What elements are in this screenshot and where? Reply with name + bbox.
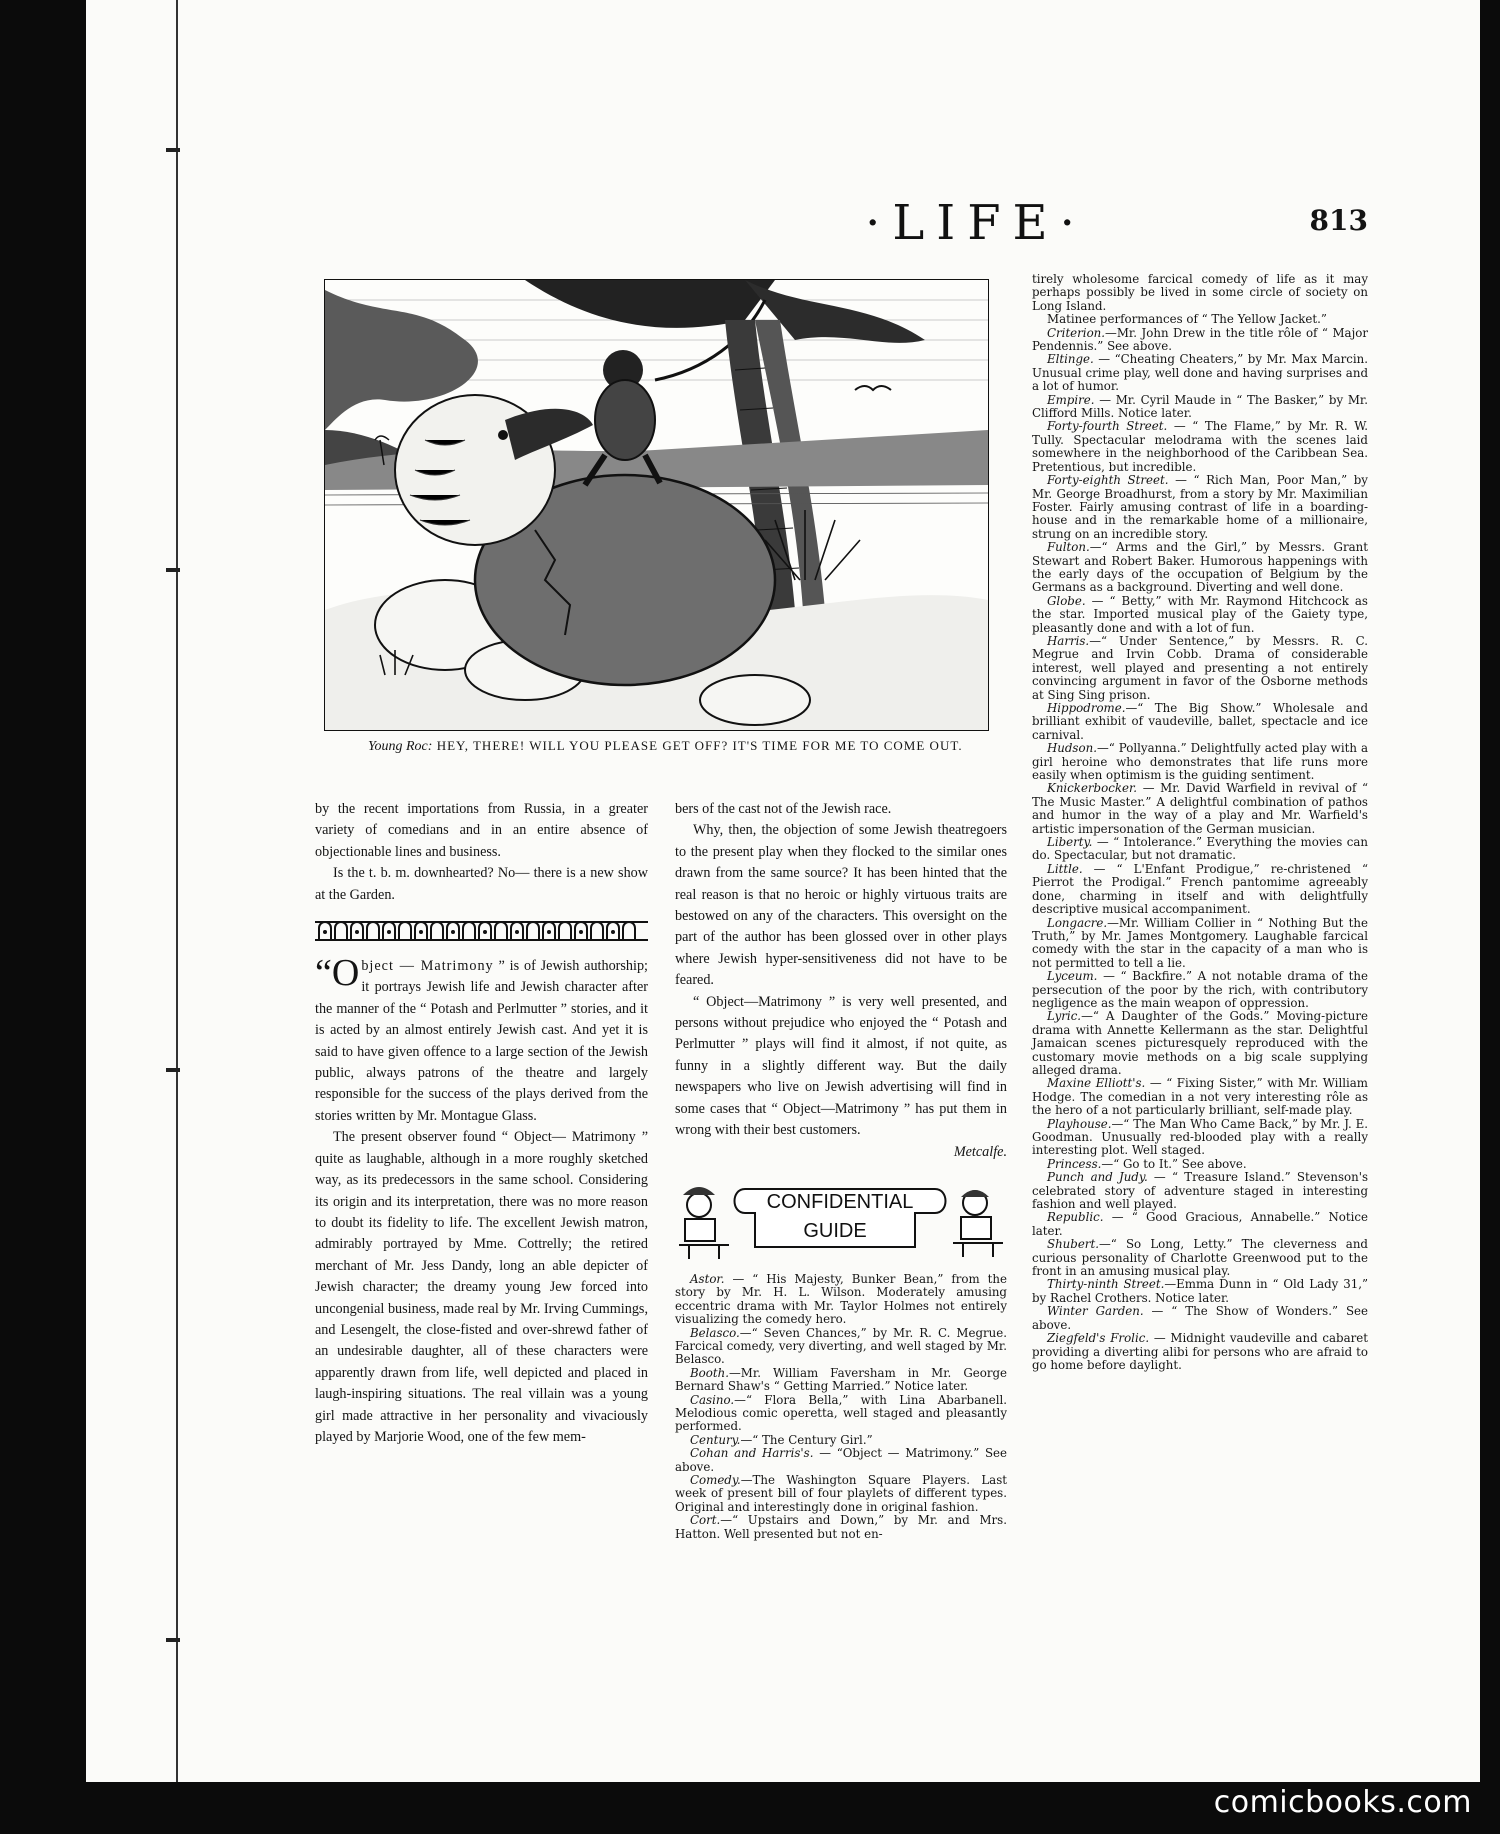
theatre-name: Forty-eighth Street. [1047, 473, 1169, 488]
guide-entry [1032, 635, 1368, 702]
guide-entry [1032, 1118, 1368, 1158]
article-paragraph: The present observer found “ Object— Matrimony ” quite as laughable, although in a more roughly sketched way, as its predecessors in the same school. Considering its origin and its interpretation, there was no more reason to doubt its fidelity to life. The excellent Jewish matron, admirably portrayed by Mme. Cottrelly; the retired merchant of Mr. Jess Dandy, long an able depicter of Jewish character; the dreamy young Jew forced into uncongenial business, made real by Mr. Irving Cummings, and Lesengelt, the close-fisted and over-shrewd father of an undesirable daughter, all of these characters were apparently drawn from life, well depicted and placed in laugh-inspiring situations. The real villain was a young girl made attractive in her personality and vivaciously played by Marjorie Wood, one of the few mem- [315, 1129, 648, 1445]
guide-entry [1032, 1305, 1368, 1332]
theatre-name: Winter Garden. [1047, 1304, 1144, 1319]
lead-text: ” is of Jewish authorship; it portrays Jewish life and Jewish character after the manner of the “ Potash and Perlmutter ” stories, and it is acted by an almost entirely Jewish cast. And yet it is said to have given offence to a large section of the Jewish public, always patrons of the theatre and largely responsible for the success of the plays derived from the stories written by Mr. Montague Glass. [315, 958, 648, 1124]
magazine-page [86, 0, 1480, 1782]
theatre-review: — “ Rich Man, Poor Man,” by Mr. George Broadhurst, from a story by Mr. Maximilian Foster. Fairly amusing contrast of life in a boarding-house and in the remarkable home of a millionaire, strung on an incredible story. [1032, 473, 1368, 541]
theatre-review: tirely wholesome farcical comedy of life as it may perhaps possibly be lived in some circle of society on Long Island. [1032, 272, 1368, 313]
binding-tick [166, 568, 180, 572]
theatre-review: — Midnight vaudeville and cabaret providing a diverting alibi for persons who are afraid to go home before daylight. [1032, 1331, 1368, 1372]
caption-speaker: Young Roc: [368, 739, 433, 754]
theatre-name: Ziegfeld's Frolic. [1047, 1331, 1150, 1346]
theatre-name: Casino. [690, 1392, 735, 1407]
decorative-divider-icon [315, 918, 648, 944]
theatre-review: — “ Intolerance.” Everything the movies can do. Spectacular, but not dramatic. [1032, 835, 1368, 863]
theatre-name: Hudson. [1047, 741, 1097, 756]
guide-entry [1032, 1278, 1368, 1305]
theatre-review: Matinee performances of “ The Yellow Jacket.” [1047, 312, 1327, 327]
article-paragraph: Why, then, the objection of some Jewish theatregoers to the present play when they flocked to the similar ones drawn from the same source? It has been hinted that the real reason is that no heroic or highly virtuous traits are bestowed on any of the characters. This oversight on the part of the author has been glossed over in other plays where Jewish hyper-sensitiveness did not have to be feared. [675, 822, 1007, 989]
guide-entry [1032, 420, 1368, 474]
page-number: 813 [1309, 204, 1368, 237]
binding-edge [176, 0, 178, 1782]
guide-entry [675, 1447, 1007, 1474]
theatre-name: Lyceum. [1047, 969, 1098, 984]
guide-entry [1032, 702, 1368, 742]
article-column-2 [675, 799, 1007, 1541]
guide-entry [1032, 1010, 1368, 1077]
theatre-name: Comedy. [690, 1473, 741, 1487]
binding-tick [166, 1068, 180, 1072]
theatre-name: Harris. [1047, 633, 1090, 648]
guide-entry [1032, 917, 1368, 971]
guide-entry [1032, 313, 1368, 326]
article-column-1 [315, 799, 648, 1448]
guide-entry [1032, 1332, 1368, 1372]
theatre-review: —Mr. William Collier in “ Nothing But the Truth,” by Mr. James Montgomery. Laughable farcical comedy with the star in the capacity of a man who is not permitted to tell a lie. [1032, 915, 1368, 970]
theatre-name: Princess. [1047, 1156, 1102, 1171]
guide-entry [675, 1434, 1007, 1447]
theatre-review: — “ The Flame,” by Mr. R. W. Tully. Spectacular melodrama with the scenes laid somewhere in the neighborhood of the Caribbean Sea. Pretentious, but incredible. [1032, 419, 1369, 474]
theatre-name: Eltinge. [1047, 352, 1094, 367]
guide-entry [1032, 836, 1368, 863]
guide-entry [1032, 1158, 1368, 1171]
guide-entry [1032, 394, 1368, 421]
roc-egg-cartoon-icon [324, 279, 989, 731]
theatre-name: Globe. [1047, 593, 1086, 608]
guide-entry [675, 1273, 1007, 1327]
theatre-name: Astor. [690, 1271, 725, 1286]
theatre-review: — “ Backfire.” A not notable drama of the persecution of the poor by the rich, with contributory negligence as the main weapon of oppression. [1032, 969, 1368, 1010]
theatre-review: —Emma Dunn in “ Old Lady 31,” by Rachel Crothers. Notice later. [1032, 1277, 1368, 1305]
guide-entry [675, 1514, 1007, 1541]
theatre-name: Republic. [1047, 1210, 1104, 1225]
theatre-name: Liberty. [1047, 835, 1093, 850]
guide-entry [1032, 353, 1368, 393]
theatre-review: —“ Seven Chances,” by Mr. R. C. Megrue. Farcical comedy, very diverting, and well staged by Mr. Belasco. [675, 1325, 1007, 1367]
guide-entry [1032, 474, 1368, 541]
theatre-name: Knickerbocker. [1047, 781, 1138, 796]
theatre-name: Cohan and Harris's. [690, 1446, 814, 1461]
magazine-title: ·LIFE· [865, 195, 1087, 251]
theatre-review: —“ Upstairs and Down,” by Mr. and Mrs. Hatton. Well presented but not en- [675, 1513, 1007, 1541]
theatre-name: Belasco. [690, 1325, 740, 1340]
theatre-name: Longacre. [1047, 915, 1108, 930]
theatre-name: Maxine Elliott's. [1047, 1076, 1146, 1091]
theatre-review: — “Object — Matrimony.” See above. [675, 1446, 1007, 1474]
theatre-review: —The Washington Square Players. Last week of present bill of four playlets of different types. Original and interestingly done in original fashion. [675, 1473, 1007, 1514]
theatre-review: — “ Betty,” with Mr. Raymond Hitchcock as the star. Imported musical play of the Gaiety type, pleasantly done and with a lot of fun. [1032, 593, 1368, 635]
theatre-review: —“ The Century Girl.” [740, 1432, 873, 1447]
theatre-name: Cort. [690, 1513, 721, 1528]
confidential-guide-heading [675, 1175, 1007, 1271]
guide-entry [1032, 742, 1368, 782]
guide-entry [1032, 327, 1368, 354]
drop-cap: “O [315, 952, 360, 995]
play-title-caps: bject — Matrimony [361, 958, 494, 975]
theatre-review: — “ Fixing Sister,” with Mr. William Hodge. The comedian in a not very interesting rôle as the hero of a not particularly brilliant, self-made play. [1032, 1076, 1368, 1118]
guide-entry [1032, 1077, 1368, 1117]
theatre-review: — Mr. David Warfield in revival of “ The Music Master.” A delightful combination of pathos and humor in the way of a play and Mr. Warfield's artistic impersonation of the German musician. [1032, 781, 1368, 836]
article-paragraph: bers of the cast not of the Jewish race. [675, 801, 892, 817]
theatre-review: —“ The Big Show.” Wholesale and brilliant exhibit of vaudeville, ballet, spectacle and ice carnival. [1032, 701, 1368, 742]
theatre-review: — “ L'Enfant Prodigue,” re-christened “ Pierrot the Prodigal.” French pantomime agreeably done, charming in itself and with delightfully descriptive musical accompaniment. [1032, 861, 1368, 917]
theatre-name: Punch and Judy. [1047, 1170, 1148, 1185]
guide-entry [675, 1327, 1007, 1367]
guide-entry [1032, 782, 1368, 836]
guide-entry [1032, 1211, 1368, 1238]
guide-entry [1032, 1171, 1368, 1211]
theatre-name: Empire. [1047, 392, 1095, 407]
illustration-caption [338, 736, 992, 757]
theatre-name: Criterion. [1047, 325, 1106, 340]
article-paragraph: “ Object—Matrimony ” is very well presented, and persons without prejudice who enjoyed the “ Potash and Perlmutter ” plays will find it almost, if not quite, as funny in a slightly different way. But the daily newspapers who live on Jewish advertising will find in some cases that “ Object—Matrimony ” has put them in wrong with their best customers. [675, 993, 1007, 1139]
article-signature: Metcalfe. [953, 1143, 1007, 1160]
article-lead-paragraph [315, 952, 648, 1127]
theatre-review: — “ Good Gracious, Annabelle.” Notice later. [1032, 1210, 1368, 1238]
theatre-name: Little. [1047, 861, 1083, 876]
article-paragraph: Is the t. b. m. downhearted? No— there is a new show at the Garden. [315, 865, 648, 903]
theatre-name: Booth. [690, 1365, 729, 1380]
theatre-review: — “ His Majesty, Bunker Bean,” from the story by Mr. H. L. Wilson. Moderately amusing eccentric drama with Mr. Taylor Holmes not entirely visualizing the comedy hero. [675, 1271, 1007, 1327]
guide-entry [675, 1394, 1007, 1434]
theatre-name: Playhouse. [1047, 1116, 1112, 1131]
theatre-review: —Mr. John Drew in the title rôle of “ Major Pendennis.” See above. [1032, 325, 1368, 354]
binding-tick [166, 148, 180, 152]
guide-entry [1032, 541, 1368, 595]
guide-heading-line1: CONFIDENTIAL [766, 1190, 914, 1213]
theatre-review: —“ Under Sentence,” by Messrs. R. C. Megrue and Irvin Cobb. Drama of considerable interest, well played and presenting a not entirely convincing argument in favor of the Osborne methods at Sing Sing prison. [1032, 633, 1368, 702]
theatre-review: — “ The Show of Wonders.” See above. [1032, 1304, 1368, 1332]
theatre-review: —“ A Daughter of the Gods.” Moving-picture drama with Annette Kellermann as the star. Delightful Jamaican scenes picturesquely reproduced with the customary movie methods on a big scale supplying alleged drama. [1032, 1009, 1368, 1077]
guide-list-column-3 [1032, 273, 1368, 1372]
site-watermark: comicbooks.com [1213, 1785, 1472, 1820]
binding-tick [166, 1638, 180, 1642]
theatre-name: Hippodrome. [1047, 701, 1126, 715]
theatre-review: —“ Pollyanna.” Delightfully acted play with a girl heroine who demonstrates that life runs more easily when optimism is the guiding sentiment. [1032, 741, 1368, 783]
guide-entry [1032, 1238, 1368, 1278]
guide-entry [1032, 863, 1368, 917]
guide-entry [675, 1474, 1007, 1514]
caption-text: HEY, THERE! WILL YOU PLEASE GET OFF? IT'S TIME FOR ME TO COME OUT. [436, 738, 963, 753]
theatre-review: —“ So Long, Letty.” The cleverness and curious personality of Charlotte Greenwood put to the front in an amusing musical play. [1032, 1237, 1368, 1279]
guide-entry [1032, 595, 1368, 635]
guide-entry [1032, 273, 1368, 313]
guide-list-column-2 [675, 1273, 1007, 1541]
theatre-review: — “Cheating Cheaters,” by Mr. Max Marcin. Unusual crime play, well done and having surprises and a lot of humor. [1032, 352, 1368, 394]
theatre-name: Century. [690, 1432, 741, 1447]
theatre-review: — Mr. Cyril Maude in “ The Basker,” by Mr. Clifford Mills. Notice later. [1032, 392, 1368, 421]
theatre-name: Forty-fourth Street. [1047, 419, 1168, 434]
theatre-name: Lyric. [1047, 1009, 1082, 1024]
theatre-name: Thirty-ninth Street. [1047, 1277, 1165, 1292]
theatre-review: —Mr. William Faversham in Mr. George Bernard Shaw's “ Getting Married.” Notice later. [675, 1365, 1007, 1394]
theatre-review: — “ Treasure Island.” Stevenson's celebrated story of adventure staged in interesting fashion and well played. [1032, 1170, 1369, 1212]
theatre-review: —“ Arms and the Girl,” by Messrs. Grant Stewart and Robert Baker. Humorous happenings with the early days of the occupation of Belgium by the Germans as a background. Diverting and well done. [1032, 540, 1368, 595]
theatre-name: Shubert. [1047, 1237, 1099, 1252]
theatre-review: —“ Go to It.” See above. [1101, 1156, 1247, 1171]
guide-entry [1032, 970, 1368, 1010]
guide-entry [675, 1367, 1007, 1394]
guide-heading-line2: GUIDE [803, 1219, 867, 1242]
article-paragraph: by the recent importations from Russia, in a greater variety of comedians and in an entire absence of objectionable lines and business. [315, 801, 648, 860]
theatre-name: Fulton. [1047, 540, 1090, 555]
theatre-review: —“ The Man Who Came Back,” by Mr. J. E. Goodman. Unusually red-blooded play with a really interesting plot. Well staged. [1032, 1116, 1368, 1158]
theatre-review: —“ Flora Bella,” with Lina Abarbanell. Melodious comic operetta, well staged and pleasantly performed. [675, 1392, 1007, 1434]
